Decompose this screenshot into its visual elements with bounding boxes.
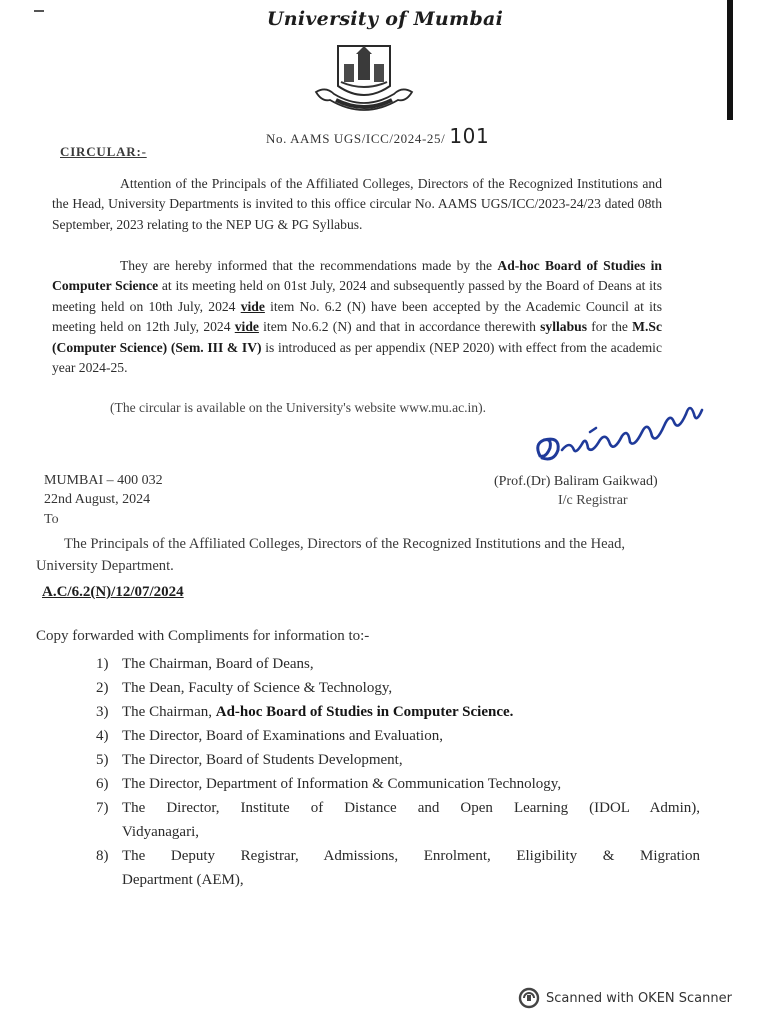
list-item: 8) The Deputy Registrar, Admissions, Enrolment, Eligibility & Migration Department (AEM), (96, 848, 700, 888)
registrar-signature-icon (530, 392, 710, 472)
list-item: 6) The Director, Department of Information & Communication Technology, (96, 776, 562, 792)
location: MUMBAI – 400 032 (44, 473, 163, 488)
list-item: 3) The Chairman, Ad-hoc Board of Studies in Computer Science. (96, 704, 514, 720)
list-item: 1) The Chairman, Board of Deans, (96, 656, 314, 672)
syllabus-word: syllabus (540, 319, 587, 335)
paragraph-intro-text: Attention of the Principals of the Affiliated Colleges, Directors of the Recognized Institutions and the Head, University Departments is invited to this office circular No. AAMS UGS/ICC/2023-24/23 dated 08th September, 2023 relating to the NEP UG & PG Syllabus. (52, 176, 662, 232)
circular-number-handwritten: 101 (449, 124, 490, 148)
scanner-badge (518, 987, 732, 1009)
scanner-logo-icon (518, 987, 540, 1009)
issue-date: 22nd August, 2024 (44, 492, 151, 507)
university-seal-icon (308, 42, 420, 118)
paragraph-intro (52, 174, 662, 235)
list-item: 4) The Director, Board of Examinations and Evaluation, (96, 728, 443, 744)
course-name: M.Sc (Computer Science) (Sem. III & IV) (52, 319, 662, 355)
paragraph-details-text: They are hereby informed that the recommendations made by the Ad-hoc Board of Studies in Computer Science at its meeting held on 01st July, 2024 and subsequently passed by the Board of Deans at its meeting held on 10th July, 2024 vide item No. 6.2 (N) have been accepted by the Academic Council at its meeting held on 12th July, 2024 vide item No.6.2 (N) and that in accordance therewith syllabus for the M.Sc (Computer Science) (Sem. III & IV) is introduced as per appendix (NEP 2020) with effect from the academic year 2024-25. (52, 258, 662, 376)
signer-name: (Prof.(Dr) Baliram Gaikwad) (494, 474, 658, 489)
circular-label: CIRCULAR:- (60, 144, 147, 159)
reference-number: A.C/6.2(N)/12/07/2024 (42, 584, 184, 600)
to-label: To (44, 512, 59, 527)
copy-forwarded-heading: Copy forwarded with Compliments for information to:- (36, 628, 370, 644)
website-note: (The circular is available on the University's website www.mu.ac.in). (110, 400, 487, 415)
recipients-text: The Principals of the Affiliated Colleges, Directors of the Recognized Institutions and the Head, University Department. (36, 536, 626, 574)
recipients (36, 533, 676, 577)
board-name: Ad-hoc Board of Studies in Computer Science (52, 258, 662, 294)
university-title: University of Mumbai (266, 8, 504, 30)
list-item: 7) The Director, Institute of Distance and Open Learning (IDOL Admin), Vidyanagari, (96, 800, 700, 840)
list-item: 5) The Director, Board of Students Development, (96, 752, 403, 768)
copy-list (96, 652, 700, 892)
vide-1: vide (240, 298, 265, 314)
circular-number-prefix: No. AAMS UGS/ICC/2024-25/ (266, 131, 446, 146)
vide-2: vide (234, 319, 259, 335)
paragraph-details (52, 256, 662, 378)
circular-number (266, 124, 489, 148)
signer-role: I/c Registrar (558, 493, 628, 508)
list-item: 2) The Dean, Faculty of Science & Technology, (96, 680, 393, 696)
scanner-badge-text: Scanned with OKEN Scanner (546, 990, 732, 1006)
